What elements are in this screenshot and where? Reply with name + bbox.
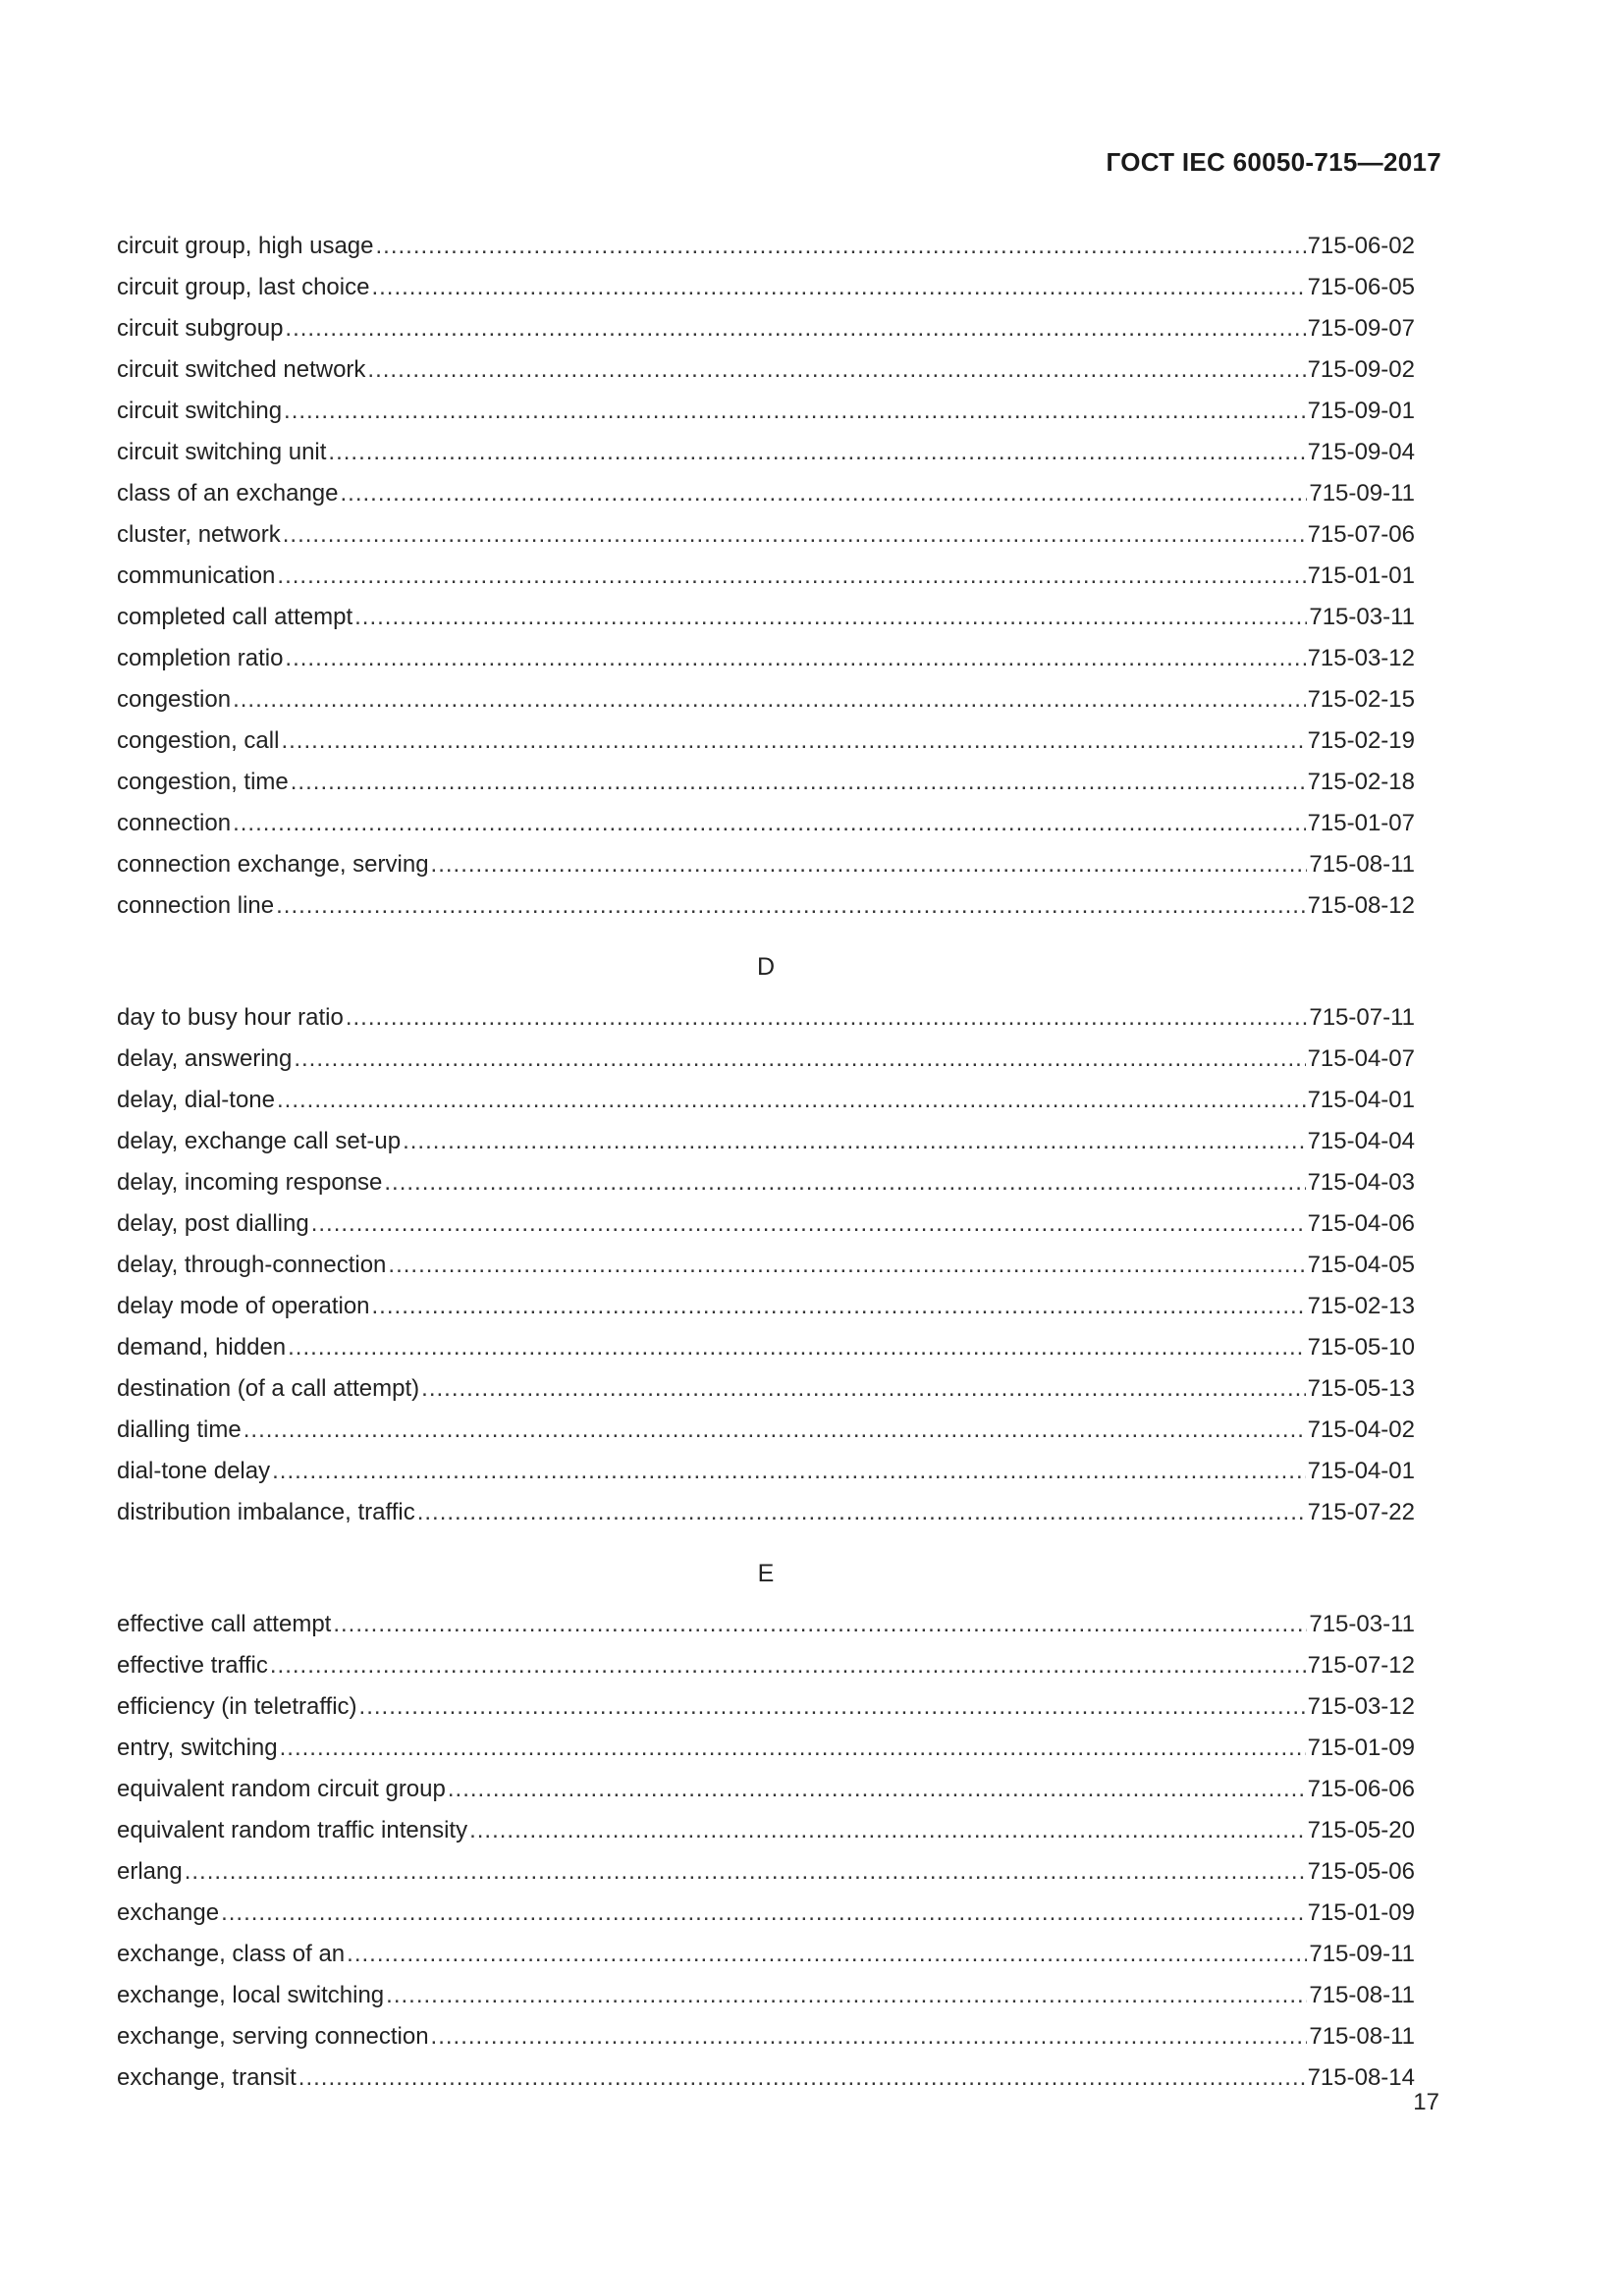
entry-reference-number: 715-05-20 bbox=[1307, 1817, 1415, 1843]
entry-reference-number: 715-01-09 bbox=[1307, 1735, 1415, 1761]
entry-term: dial-tone delay bbox=[117, 1458, 271, 1484]
dot-leader bbox=[285, 308, 1305, 349]
page-number: 17 bbox=[1413, 2089, 1439, 2115]
dot-leader bbox=[403, 1121, 1306, 1162]
dot-leader bbox=[469, 1810, 1305, 1851]
entry-term: delay, through-connection bbox=[117, 1252, 387, 1278]
index-entry bbox=[117, 308, 1415, 349]
entry-reference-number: 715-04-07 bbox=[1307, 1045, 1415, 1072]
entry-reference-number: 715-08-14 bbox=[1307, 2064, 1415, 2091]
entry-term: delay mode of operation bbox=[117, 1293, 370, 1319]
index-entry bbox=[117, 721, 1415, 762]
entry-term: exchange, local switching bbox=[117, 1982, 385, 2008]
entry-term: demand, hidden bbox=[117, 1334, 287, 1361]
dot-leader bbox=[367, 349, 1305, 391]
dot-leader bbox=[340, 473, 1307, 514]
entry-term: connection exchange, serving bbox=[117, 851, 429, 878]
document-header: ГОСТ IEC 60050-715—2017 bbox=[1106, 147, 1441, 177]
dot-leader bbox=[283, 514, 1306, 556]
dot-leader bbox=[417, 1492, 1306, 1533]
dot-leader bbox=[233, 679, 1305, 721]
index-entry bbox=[117, 597, 1415, 638]
entry-term: exchange, serving connection bbox=[117, 2023, 429, 2050]
index-entry bbox=[117, 391, 1415, 432]
dot-leader bbox=[277, 1080, 1306, 1121]
index-entry bbox=[117, 1851, 1415, 1893]
dot-leader bbox=[388, 1245, 1305, 1286]
index-entry bbox=[117, 1604, 1415, 1645]
dot-leader bbox=[281, 721, 1305, 762]
entry-reference-number: 715-03-12 bbox=[1307, 645, 1415, 671]
index-entry bbox=[117, 762, 1415, 803]
entry-reference-number: 715-03-12 bbox=[1307, 1693, 1415, 1720]
entry-reference-number: 715-07-12 bbox=[1307, 1652, 1415, 1679]
section-letter: D bbox=[756, 953, 776, 981]
entry-term: exchange, class of an bbox=[117, 1941, 346, 1967]
index-entry bbox=[117, 1039, 1415, 1080]
entry-reference-number: 715-08-12 bbox=[1307, 892, 1415, 919]
entry-term: dialling time bbox=[117, 1416, 242, 1443]
index-entry bbox=[117, 638, 1415, 679]
dot-leader bbox=[298, 2057, 1306, 2099]
entry-reference-number: 715-09-11 bbox=[1309, 480, 1415, 507]
index-entry bbox=[117, 556, 1415, 597]
dot-leader bbox=[291, 762, 1306, 803]
dot-leader bbox=[276, 885, 1305, 927]
index-entry bbox=[117, 1645, 1415, 1686]
index-entry bbox=[117, 349, 1415, 391]
index-entry bbox=[117, 1245, 1415, 1286]
index-section bbox=[117, 927, 1415, 1533]
entry-term: connection line bbox=[117, 892, 275, 919]
index-entry bbox=[117, 1975, 1415, 2016]
entry-term: cluster, network bbox=[117, 521, 281, 548]
index-entry bbox=[117, 1080, 1415, 1121]
entry-term: entry, switching bbox=[117, 1735, 278, 1761]
entry-reference-number: 715-09-11 bbox=[1309, 1941, 1415, 1967]
index-entry bbox=[117, 432, 1415, 473]
index-entry bbox=[117, 1686, 1415, 1728]
entry-reference-number: 715-03-11 bbox=[1309, 1611, 1415, 1637]
entry-term: congestion, call bbox=[117, 727, 280, 754]
index-entry bbox=[117, 844, 1415, 885]
entry-term: day to busy hour ratio bbox=[117, 1004, 344, 1031]
index-entry bbox=[117, 1769, 1415, 1810]
entry-term: effective traffic bbox=[117, 1652, 268, 1679]
index-entry bbox=[117, 2057, 1415, 2099]
entry-term: effective call attempt bbox=[117, 1611, 332, 1637]
dot-leader bbox=[280, 1728, 1306, 1769]
entry-reference-number: 715-05-10 bbox=[1307, 1334, 1415, 1361]
entry-term: exchange bbox=[117, 1899, 220, 1926]
entry-term: exchange, transit bbox=[117, 2064, 297, 2091]
index-entry bbox=[117, 803, 1415, 844]
entry-term: delay, incoming response bbox=[117, 1169, 383, 1196]
index-entry bbox=[117, 514, 1415, 556]
index-entry bbox=[117, 1934, 1415, 1975]
entry-reference-number: 715-05-13 bbox=[1307, 1375, 1415, 1402]
entry-term: circuit subgroup bbox=[117, 315, 284, 342]
entry-term: efficiency (in teletraffic) bbox=[117, 1693, 357, 1720]
entry-reference-number: 715-04-04 bbox=[1307, 1128, 1415, 1154]
entry-reference-number: 715-07-11 bbox=[1309, 1004, 1415, 1031]
dot-leader bbox=[448, 1769, 1306, 1810]
dot-leader bbox=[244, 1410, 1306, 1451]
entry-term: circuit group, last choice bbox=[117, 274, 370, 300]
entry-term: delay, answering bbox=[117, 1045, 293, 1072]
entry-term: congestion, time bbox=[117, 769, 289, 795]
entry-reference-number: 715-03-11 bbox=[1309, 604, 1415, 630]
index-entry bbox=[117, 1162, 1415, 1203]
dot-leader bbox=[347, 1934, 1307, 1975]
entry-term: completion ratio bbox=[117, 645, 284, 671]
entry-reference-number: 715-09-02 bbox=[1307, 356, 1415, 383]
dot-leader bbox=[285, 638, 1305, 679]
entry-reference-number: 715-02-18 bbox=[1307, 769, 1415, 795]
entry-reference-number: 715-01-09 bbox=[1307, 1899, 1415, 1926]
entry-term: delay, exchange call set-up bbox=[117, 1128, 402, 1154]
entry-term: congestion bbox=[117, 686, 232, 713]
entry-reference-number: 715-04-02 bbox=[1307, 1416, 1415, 1443]
dot-leader bbox=[233, 803, 1305, 844]
dot-leader bbox=[359, 1686, 1306, 1728]
entry-reference-number: 715-07-06 bbox=[1307, 521, 1415, 548]
dot-leader bbox=[277, 556, 1305, 597]
entry-reference-number: 715-04-01 bbox=[1307, 1087, 1415, 1113]
entry-reference-number: 715-01-01 bbox=[1307, 562, 1415, 589]
entry-reference-number: 715-05-06 bbox=[1307, 1858, 1415, 1885]
entry-term: communication bbox=[117, 562, 276, 589]
index-entry bbox=[117, 1451, 1415, 1492]
index-entry bbox=[117, 1492, 1415, 1533]
entry-reference-number: 715-02-15 bbox=[1307, 686, 1415, 713]
entry-term: circuit switching bbox=[117, 398, 283, 424]
index-entry bbox=[117, 473, 1415, 514]
entry-reference-number: 715-09-07 bbox=[1307, 315, 1415, 342]
entry-reference-number: 715-07-22 bbox=[1307, 1499, 1415, 1525]
index-entry bbox=[117, 679, 1415, 721]
index-entry bbox=[117, 2016, 1415, 2057]
entry-term: circuit group, high usage bbox=[117, 233, 374, 259]
dot-leader bbox=[371, 267, 1305, 308]
dot-leader bbox=[288, 1327, 1305, 1368]
entry-reference-number: 715-02-13 bbox=[1307, 1293, 1415, 1319]
entry-reference-number: 715-01-07 bbox=[1307, 810, 1415, 836]
index-entry bbox=[117, 885, 1415, 927]
index-entry bbox=[117, 1121, 1415, 1162]
dot-leader bbox=[272, 1451, 1305, 1492]
index-entry bbox=[117, 1410, 1415, 1451]
dot-leader bbox=[284, 391, 1306, 432]
dot-leader bbox=[372, 1286, 1306, 1327]
term-index bbox=[117, 226, 1415, 2099]
entry-term: completed call attempt bbox=[117, 604, 353, 630]
dot-leader bbox=[328, 432, 1305, 473]
entry-term: equivalent random traffic intensity bbox=[117, 1817, 468, 1843]
dot-leader bbox=[221, 1893, 1305, 1934]
dot-leader bbox=[421, 1368, 1305, 1410]
dot-leader bbox=[354, 597, 1307, 638]
entry-reference-number: 715-04-06 bbox=[1307, 1210, 1415, 1237]
entry-reference-number: 715-06-06 bbox=[1307, 1776, 1415, 1802]
entry-term: delay, dial-tone bbox=[117, 1087, 275, 1113]
entry-reference-number: 715-06-02 bbox=[1307, 233, 1415, 259]
entry-term: distribution imbalance, traffic bbox=[117, 1499, 415, 1525]
dot-leader bbox=[431, 2016, 1308, 2057]
dot-leader bbox=[384, 1162, 1305, 1203]
dot-leader bbox=[311, 1203, 1306, 1245]
entry-reference-number: 715-04-03 bbox=[1307, 1169, 1415, 1196]
section-letter: E bbox=[757, 1560, 775, 1587]
entry-reference-number: 715-08-11 bbox=[1309, 851, 1415, 878]
index-entry bbox=[117, 1286, 1415, 1327]
index-entry bbox=[117, 267, 1415, 308]
entry-reference-number: 715-06-05 bbox=[1307, 274, 1415, 300]
index-entry bbox=[117, 997, 1415, 1039]
dot-leader bbox=[294, 1039, 1305, 1080]
index-section bbox=[117, 226, 1415, 927]
index-entry bbox=[117, 1728, 1415, 1769]
entry-term: destination (of a call attempt) bbox=[117, 1375, 420, 1402]
index-entry bbox=[117, 226, 1415, 267]
entry-term: connection bbox=[117, 810, 232, 836]
index-entry bbox=[117, 1893, 1415, 1934]
dot-leader bbox=[376, 226, 1306, 267]
index-entry bbox=[117, 1368, 1415, 1410]
entry-reference-number: 715-04-05 bbox=[1307, 1252, 1415, 1278]
dot-leader bbox=[431, 844, 1308, 885]
entry-term: circuit switching unit bbox=[117, 439, 327, 465]
entry-reference-number: 715-08-11 bbox=[1309, 2023, 1415, 2050]
entry-term: circuit switched network bbox=[117, 356, 366, 383]
entry-term: delay, post dialling bbox=[117, 1210, 309, 1237]
entry-term: erlang bbox=[117, 1858, 183, 1885]
index-section bbox=[117, 1533, 1415, 2099]
entry-reference-number: 715-04-01 bbox=[1307, 1458, 1415, 1484]
entry-reference-number: 715-09-04 bbox=[1307, 439, 1415, 465]
entry-reference-number: 715-09-01 bbox=[1307, 398, 1415, 424]
entry-reference-number: 715-08-11 bbox=[1309, 1982, 1415, 2008]
index-entry bbox=[117, 1327, 1415, 1368]
index-entry bbox=[117, 1810, 1415, 1851]
entry-term: equivalent random circuit group bbox=[117, 1776, 446, 1802]
entry-term: class of an exchange bbox=[117, 480, 339, 507]
entry-reference-number: 715-02-19 bbox=[1307, 727, 1415, 754]
dot-leader bbox=[346, 997, 1308, 1039]
index-entry bbox=[117, 1203, 1415, 1245]
dot-leader bbox=[386, 1975, 1307, 2016]
dot-leader bbox=[333, 1604, 1307, 1645]
dot-leader bbox=[270, 1645, 1306, 1686]
dot-leader bbox=[185, 1851, 1306, 1893]
